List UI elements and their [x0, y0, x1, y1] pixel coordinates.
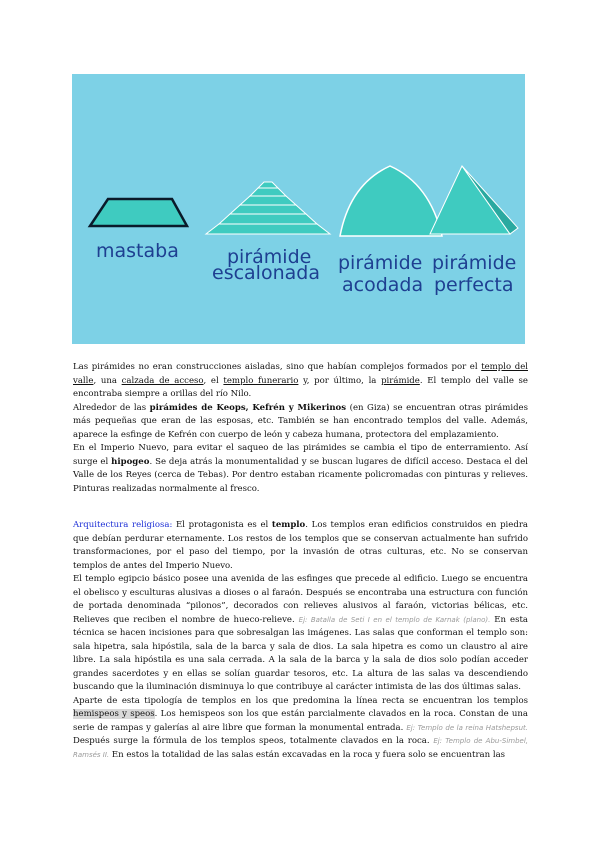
text-span: Aparte de esta tipología de templos en los que predomina la línea recta se encuentran los templos [73, 695, 528, 706]
mastaba-shape [90, 199, 187, 226]
label-mastaba: mastaba [96, 240, 179, 262]
label-escalonada-line1: pirámide [227, 246, 312, 268]
text-span: , una [93, 375, 122, 386]
pyramid-types-figure [72, 74, 525, 344]
text-span: (en Giza) se encuentran otras pirámides más pequeñas que eran de las esposas, etc. También se han encontrado templos del valle. Además, aparece la esfinge de Kefrén con cuerpo de león y cabeza humana, protectora del emplazamiento. [73, 402, 528, 440]
text-span: Las pirámides no eran construcciones aisladas, sino que habían complejos formados por el [73, 362, 482, 372]
body-block-1 [73, 361, 528, 496]
bold-giza-pyramids: pirámides de Keops, Kefrén y Mikerinos [149, 402, 347, 413]
paragraph-religious-architecture [73, 519, 528, 573]
paragraph-giza [73, 402, 528, 443]
caption-hatshepsut: Ej: Templo de la reina Hatshepsut. [406, 723, 528, 732]
text-span: , el [203, 375, 224, 386]
section-heading-religiosa: Arquitectura religiosa: [73, 520, 173, 530]
bold-templo: templo [271, 520, 306, 530]
text-span: En el Imperio Nuevo, para evitar el saqueo de las pirámides se cambia el tipo de enterramiento. Así surge el [73, 443, 528, 467]
text-span: El templo egipcio básico posee una avenida de las esfinges que precede al edificio. Luego se encuentra el obelisco y esculturas alusivas a dioses o al faraón. Después se encontraba una estructura con función de portada denominada “pilonos”, decorados con relieves alusivos al faraón, victorias bélicas, etc. Relieves que reciben el nombre de hueco-relieve. [73, 574, 528, 625]
bent-pyramid-shape [340, 166, 442, 236]
text-span: . Los templos eran edificios construidos en piedra que debían perdurar eternamente. Los restos de los templos que se conservan actualmente han sufrido transformaciones, por el paso del tiempo, por la invasión de otras culturas, etc. No se conservan templos de antes del Imperio Nuevo. [73, 520, 529, 571]
paragraph-temple-structure [73, 573, 528, 695]
paragraph-hipogeo [73, 442, 528, 496]
text-span: El protagonista es el [172, 520, 272, 530]
highlight-hemispeos: hemispeos y speos [73, 709, 155, 719]
paragraph-complexes [73, 361, 528, 402]
perfect-pyramid-shape [430, 166, 518, 234]
paragraph-speos [73, 695, 528, 763]
text-span: Después surge la fórmula de los templos speos, totalmente clavados en la roca. [73, 736, 434, 746]
text-span: En esta técnica se hacen incisiones para que sobresalgan las imágenes. Las salas que conforman el templo son: sala hipetra, sala hipóstila, sala de la barca y sala de dios. La sala hipetra es como un claustro al aire libre. La sala hipóstila es una sala cerrada. A la sala de la barca y la sala de dios solo podían acceder grandes sacerdotes y en ellas se solían guardar tesoros, etc. La altura de las salas va descendiendo buscando que la iluminación disminuya lo que contribuye al carácter intimista de las dos últimas salas. [73, 614, 528, 692]
text-span: . Los hemispeos son los que están parcialmente clavados en la roca. Constan de una serie de rampas y galerías al aire libre que forman la monumental entrada. [73, 709, 528, 733]
caption-abu-simbel: Ej: Templo de Abu-Simbel, Ramsés II. [73, 737, 529, 759]
text-span: En estos la totalidad de las salas están excavadas en la roca y fuera solo se encuentran las [109, 749, 506, 760]
term-templo-del-valle: templo del valle [73, 362, 528, 386]
pyramid-shapes-drawing [72, 74, 525, 344]
text-span: . El templo del valle se encontraba siempre a orillas del río Nilo. [73, 375, 528, 399]
label-acodada-line2: acodada [342, 274, 424, 296]
body-block-2 [73, 519, 528, 762]
text-span: y, por último, la [298, 375, 382, 386]
label-escalonada-line2: escalonada [212, 262, 320, 284]
label-acodada-line1: pirámide [338, 252, 423, 274]
stepped-pyramid-shape [206, 182, 330, 234]
term-calzada: calzada de acceso [121, 375, 204, 386]
term-piramide: pirámide [381, 375, 420, 386]
label-perfecta-line2: perfecta [434, 274, 514, 296]
label-perfecta-line1: pirámide [432, 252, 517, 274]
bold-hipogeo: hipogeo [111, 456, 150, 467]
text-span: Alrededor de las [73, 402, 150, 413]
text-span: . Se deja atrás la monumentalidad y se buscan lugares de difícil acceso. Destaca el del Valle de los Reyes (cerca de Tebas). Por dentro estaban ricamente policromadas con pinturas y relieves. Pinturas realizadas normalmente al fresco. [73, 456, 529, 494]
term-templo-funerario: templo funerario [223, 375, 299, 386]
caption-seti: Ej: Batalla de Seti I en el templo de Karnak (plano). [298, 615, 491, 624]
